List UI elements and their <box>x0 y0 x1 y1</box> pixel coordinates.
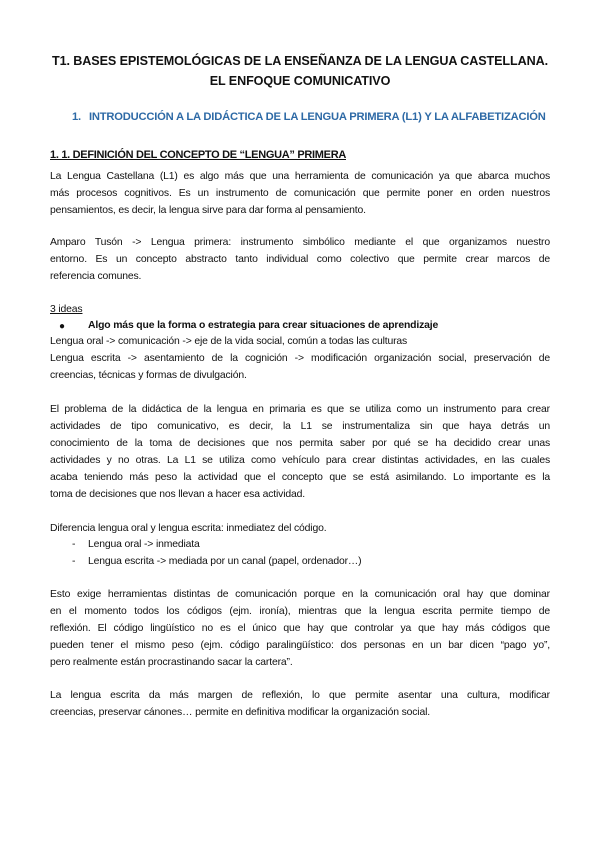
paragraph-3-line-1: Lengua oral -> comunicación -> eje de la vida social, común a todas las culturas <box>50 336 408 347</box>
paragraph-6-line-4: pueden tener el mismo peso (ejm. código paralingüístico: dos personas en un bar dicen “pago yo”, <box>50 640 550 651</box>
dash-marker-1: - <box>72 539 76 550</box>
paragraph-1-line-3: pensamientos, es decir, la lengua sirve para dar forma al pensamiento. <box>50 205 366 216</box>
paragraph-4-line-4: actividades y no otras. La L1 se utiliza como vehículo para crear distintas actividades, en las cuales <box>50 455 550 466</box>
dash-item-1: Lengua oral -> inmediata <box>88 539 200 550</box>
dash-item-2: Lengua escrita -> mediada por un canal (papel, ordenador…) <box>88 556 362 567</box>
paragraph-2-line-3: referencia comunes. <box>50 271 142 282</box>
paragraph-6-line-2: en el momento todos los códigos (ejm. ironía), mientras que la lengua escrita permite tiempo de <box>50 606 550 617</box>
paragraph-4-line-1: El problema de la didáctica de la lengua en primaria es que se utiliza como un instrumento para crear <box>50 404 550 415</box>
paragraph-2-line-2: entorno. Es un concepto abstracto tanto individual como colectivo que permite crear marcos de <box>50 254 550 265</box>
bullet-item-1: Algo más que la forma o estrategia para crear situaciones de aprendizaje <box>88 320 439 331</box>
paragraph-6-line-3: reflexión. El código lingüístico no es el único que hay que controlar ya que hay más códigos que <box>50 623 550 634</box>
dash-marker-2: - <box>72 556 76 567</box>
paragraph-4-line-3: conocimiento de la toma de decisiones que nos permita saber por qué se ha decidido crear unas <box>50 438 550 449</box>
section-number: 1. <box>72 111 81 123</box>
paragraph-4-line-2: actividades de tipo comunicativo, es decir, la L1 se instrumentaliza sin que haya detrás un <box>50 421 550 432</box>
paragraph-4-line-5: acaba teniendo más peso la actividad que el concepto que se está asimilando. Lo importante es la <box>50 472 550 483</box>
paragraph-4-line-6: toma de decisiones que nos llevan a hacer esa actividad. <box>50 489 305 500</box>
paragraph-1-line-2: más procesos cognitivos. Es un instrumento de comunicación que permite poner en orden nuestros <box>50 188 550 199</box>
paragraph-6-line-1: Esto exige herramientas distintas de comunicación porque en la comunicación oral hay que dominar <box>50 589 550 600</box>
paragraph-7-line-2: creencias, preservar cánones… permite en definitiva modificar la organización social. <box>50 707 430 718</box>
subsection-heading: 1. 1. DEFINICIÓN DEL CONCEPTO DE “LENGUA” PRIMERA <box>50 149 346 161</box>
ideas-label: 3 ideas <box>50 304 83 315</box>
document-title-line-1: T1. BASES EPISTEMOLÓGICAS DE LA ENSEÑANZA DE LA LENGUA CASTELLANA. <box>51 54 548 68</box>
section-heading <box>72 111 546 123</box>
paragraph-5-intro: Diferencia lengua oral y lengua escrita: inmediatez del código. <box>50 523 327 534</box>
section-heading-text: INTRODUCCIÓN A LA DIDÁCTICA DE LA LENGUA PRIMERA (L1) Y LA ALFABETIZACIÓN <box>88 111 546 123</box>
paragraph-3-line-3: creencias, técnicas y formas de divulgación. <box>50 370 247 381</box>
bullet-dot-icon: ● <box>59 321 66 332</box>
paragraph-6-line-5: pero realmente están procrastinando sacar la cartera”. <box>50 657 293 668</box>
paragraph-2-line-1: Amparo Tusón -> Lengua primera: instrumento simbólico mediante el que organizamos nuestro <box>50 237 550 248</box>
paragraph-1-line-1: La Lengua Castellana (L1) es algo más que una herramienta de comunicación ya que abarca muchos <box>50 171 550 182</box>
document-title-line-2: EL ENFOQUE COMUNICATIVO <box>209 74 391 88</box>
paragraph-7-line-1: La lengua escrita da más margen de reflexión, lo que permite asentar una cultura, modificar <box>50 690 550 701</box>
paragraph-3-line-2: Lengua escrita -> asentamiento de la cognición -> modificación organización social, preservación de <box>50 353 550 364</box>
